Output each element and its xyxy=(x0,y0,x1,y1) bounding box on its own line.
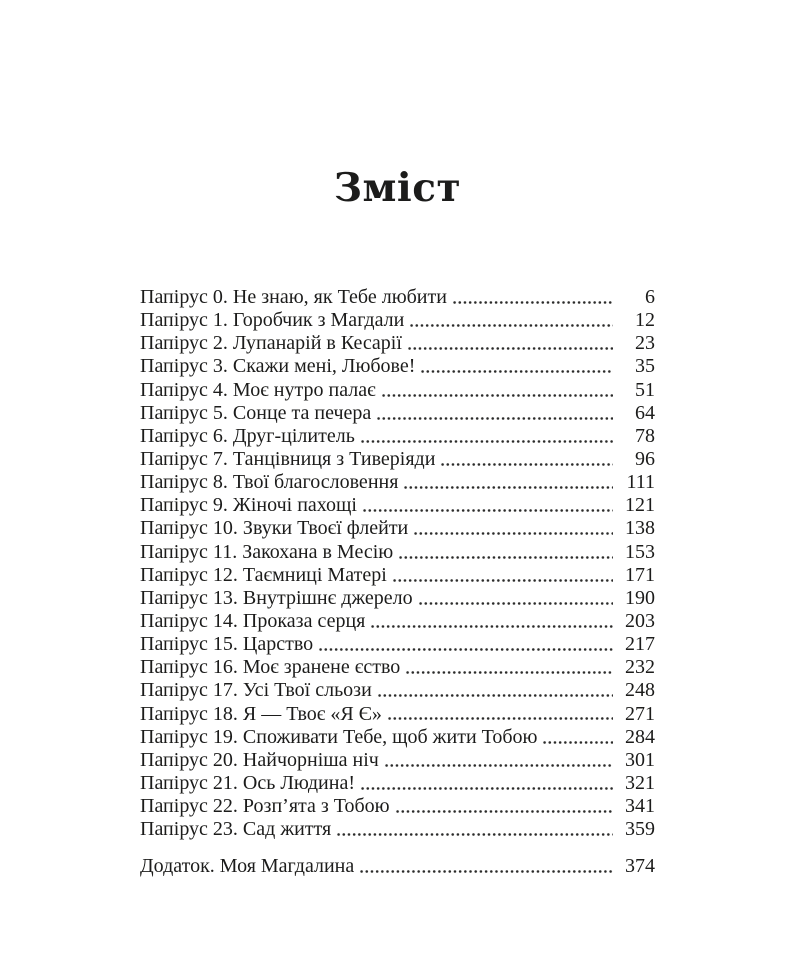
dot-leader xyxy=(452,286,613,309)
toc-entry-title: Папірус 4. Моє нутро палає xyxy=(140,378,376,401)
toc-entry-page-number: 12 xyxy=(635,309,655,332)
table-of-contents xyxy=(140,286,655,879)
dot-leader xyxy=(370,610,613,633)
dot-leader xyxy=(398,541,613,564)
toc-entry-page-number: 217 xyxy=(625,633,655,656)
toc-entry-page-number: 121 xyxy=(625,494,655,517)
toc-entry-page-number: 35 xyxy=(635,355,655,378)
dot-leader xyxy=(420,355,613,378)
toc-entry xyxy=(140,749,655,772)
toc-entry-page-number: 6 xyxy=(645,286,655,308)
toc-entry-title: Папірус 8. Твої благословення xyxy=(140,471,399,494)
toc-entry xyxy=(140,818,655,841)
toc-entry xyxy=(140,726,655,749)
toc-entry-title: Папірус 21. Ось Людина! xyxy=(140,771,355,794)
toc-entry xyxy=(140,541,655,564)
page-title: Зміст xyxy=(333,165,462,211)
toc-entry xyxy=(140,679,655,702)
dot-leader xyxy=(409,309,613,332)
toc-entry-title: Папірус 17. Усі Твої сльози xyxy=(140,679,372,702)
toc-entry-title: Папірус 19. Споживати Тебе, щоб жити Тобою xyxy=(140,725,538,748)
toc-entry xyxy=(140,425,655,448)
toc-entry-page-number: 284 xyxy=(625,725,655,748)
toc-entry-title: Папірус 12. Таємниці Матері xyxy=(140,563,387,586)
toc-entry-page-number: 248 xyxy=(625,679,655,702)
toc-entry xyxy=(140,633,655,656)
toc-entry xyxy=(140,772,655,795)
dot-leader xyxy=(384,749,613,772)
toc-entry xyxy=(140,332,655,355)
toc-entry xyxy=(140,309,655,332)
toc-entry-title: Папірус 22. Розп’ята з Тобою xyxy=(140,795,390,818)
toc-entry-title: Папірус 1. Горобчик з Магдали xyxy=(140,309,405,332)
dot-leader xyxy=(362,494,613,517)
toc-entry-page-number: 190 xyxy=(625,586,655,609)
toc-entry-title: Папірус 11. Закохана в Месію xyxy=(140,540,394,563)
toc-entry-title: Папірус 14. Проказа серця xyxy=(140,609,366,632)
dot-leader xyxy=(542,726,613,749)
toc-entry-page-number: 232 xyxy=(625,656,655,679)
dot-leader xyxy=(440,448,613,471)
toc-entry-title: Папірус 23. Сад життя xyxy=(140,818,332,841)
toc-entry-page-number: 171 xyxy=(625,563,655,586)
toc-entry-title: Папірус 7. Танцівниця з Тиверіяди xyxy=(140,447,436,470)
toc-entry-title: Папірус 5. Сонце та печера xyxy=(140,401,372,424)
toc-entry-title: Папірус 9. Жіночі пахощі xyxy=(140,494,357,517)
toc-entry xyxy=(140,379,655,402)
toc-entry-page-number: 359 xyxy=(625,818,655,841)
dot-leader xyxy=(418,587,613,610)
toc-entry-title: Папірус 20. Найчорніша ніч xyxy=(140,748,379,771)
toc-entry xyxy=(140,564,655,587)
toc-entry-title: Папірус 6. Друг-цілитель xyxy=(140,424,355,447)
dot-leader xyxy=(376,402,613,425)
toc-entry-page-number: 203 xyxy=(625,609,655,632)
dot-leader xyxy=(387,703,613,726)
toc-entry-title: Папірус 2. Лупанарій в Кесарії xyxy=(140,332,402,355)
toc-entry-page-number: 78 xyxy=(635,424,655,447)
toc-entry xyxy=(140,402,655,425)
toc-entry-page-number: 153 xyxy=(625,540,655,563)
dot-leader xyxy=(381,379,613,402)
toc-entry-page-number: 341 xyxy=(625,795,655,818)
toc-entry-page-number: 374 xyxy=(625,855,655,878)
toc-entry-page-number: 138 xyxy=(625,517,655,540)
toc-entry-page-number: 23 xyxy=(635,332,655,355)
toc-entry-page-number: 271 xyxy=(625,702,655,725)
toc-entry-page-number: 321 xyxy=(625,771,655,794)
dot-leader xyxy=(413,517,613,540)
toc-entry xyxy=(140,286,655,309)
toc-entry-title: Папірус 15. Царство xyxy=(140,633,314,656)
toc-entry xyxy=(140,494,655,517)
dot-leader xyxy=(392,564,613,587)
toc-entry-page-number: 301 xyxy=(625,748,655,771)
dot-leader xyxy=(360,772,613,795)
toc-entry-page-number: 51 xyxy=(635,378,655,401)
dot-leader xyxy=(395,795,613,818)
dot-leader xyxy=(360,425,613,448)
toc-entry xyxy=(140,656,655,679)
toc-entry xyxy=(140,587,655,610)
toc-entry-title: Папірус 0. Не знаю, як Тебе любити xyxy=(140,286,447,308)
toc-entry xyxy=(140,471,655,494)
toc-entry-title: Додаток. Моя Магдалина xyxy=(140,855,355,878)
dot-leader xyxy=(407,332,613,355)
dot-leader xyxy=(377,679,613,702)
toc-entry-title: Папірус 10. Звуки Твоєї флейти xyxy=(140,517,409,540)
toc-entry xyxy=(140,448,655,471)
toc-entry-title: Папірус 18. Я — Твоє «Я Є» xyxy=(140,702,382,725)
toc-entry-page-number: 64 xyxy=(635,401,655,424)
toc-entry-title: Папірус 3. Скажи мені, Любове! xyxy=(140,355,416,378)
dot-leader xyxy=(359,855,613,878)
dot-leader xyxy=(403,471,613,494)
toc-entry-page-number: 96 xyxy=(635,447,655,470)
toc-entry xyxy=(140,355,655,378)
toc-entry xyxy=(140,610,655,633)
toc-entry xyxy=(140,703,655,726)
toc-entry xyxy=(140,855,655,878)
toc-entry-page-number: 111 xyxy=(626,471,655,494)
dot-leader xyxy=(405,656,613,679)
toc-entry xyxy=(140,517,655,540)
toc-entry-title: Папірус 16. Моє зранене єство xyxy=(140,656,401,679)
dot-leader xyxy=(318,633,613,656)
toc-entry xyxy=(140,795,655,818)
toc-entry-title: Папірус 13. Внутрішнє джерело xyxy=(140,586,413,609)
dot-leader xyxy=(336,818,613,841)
